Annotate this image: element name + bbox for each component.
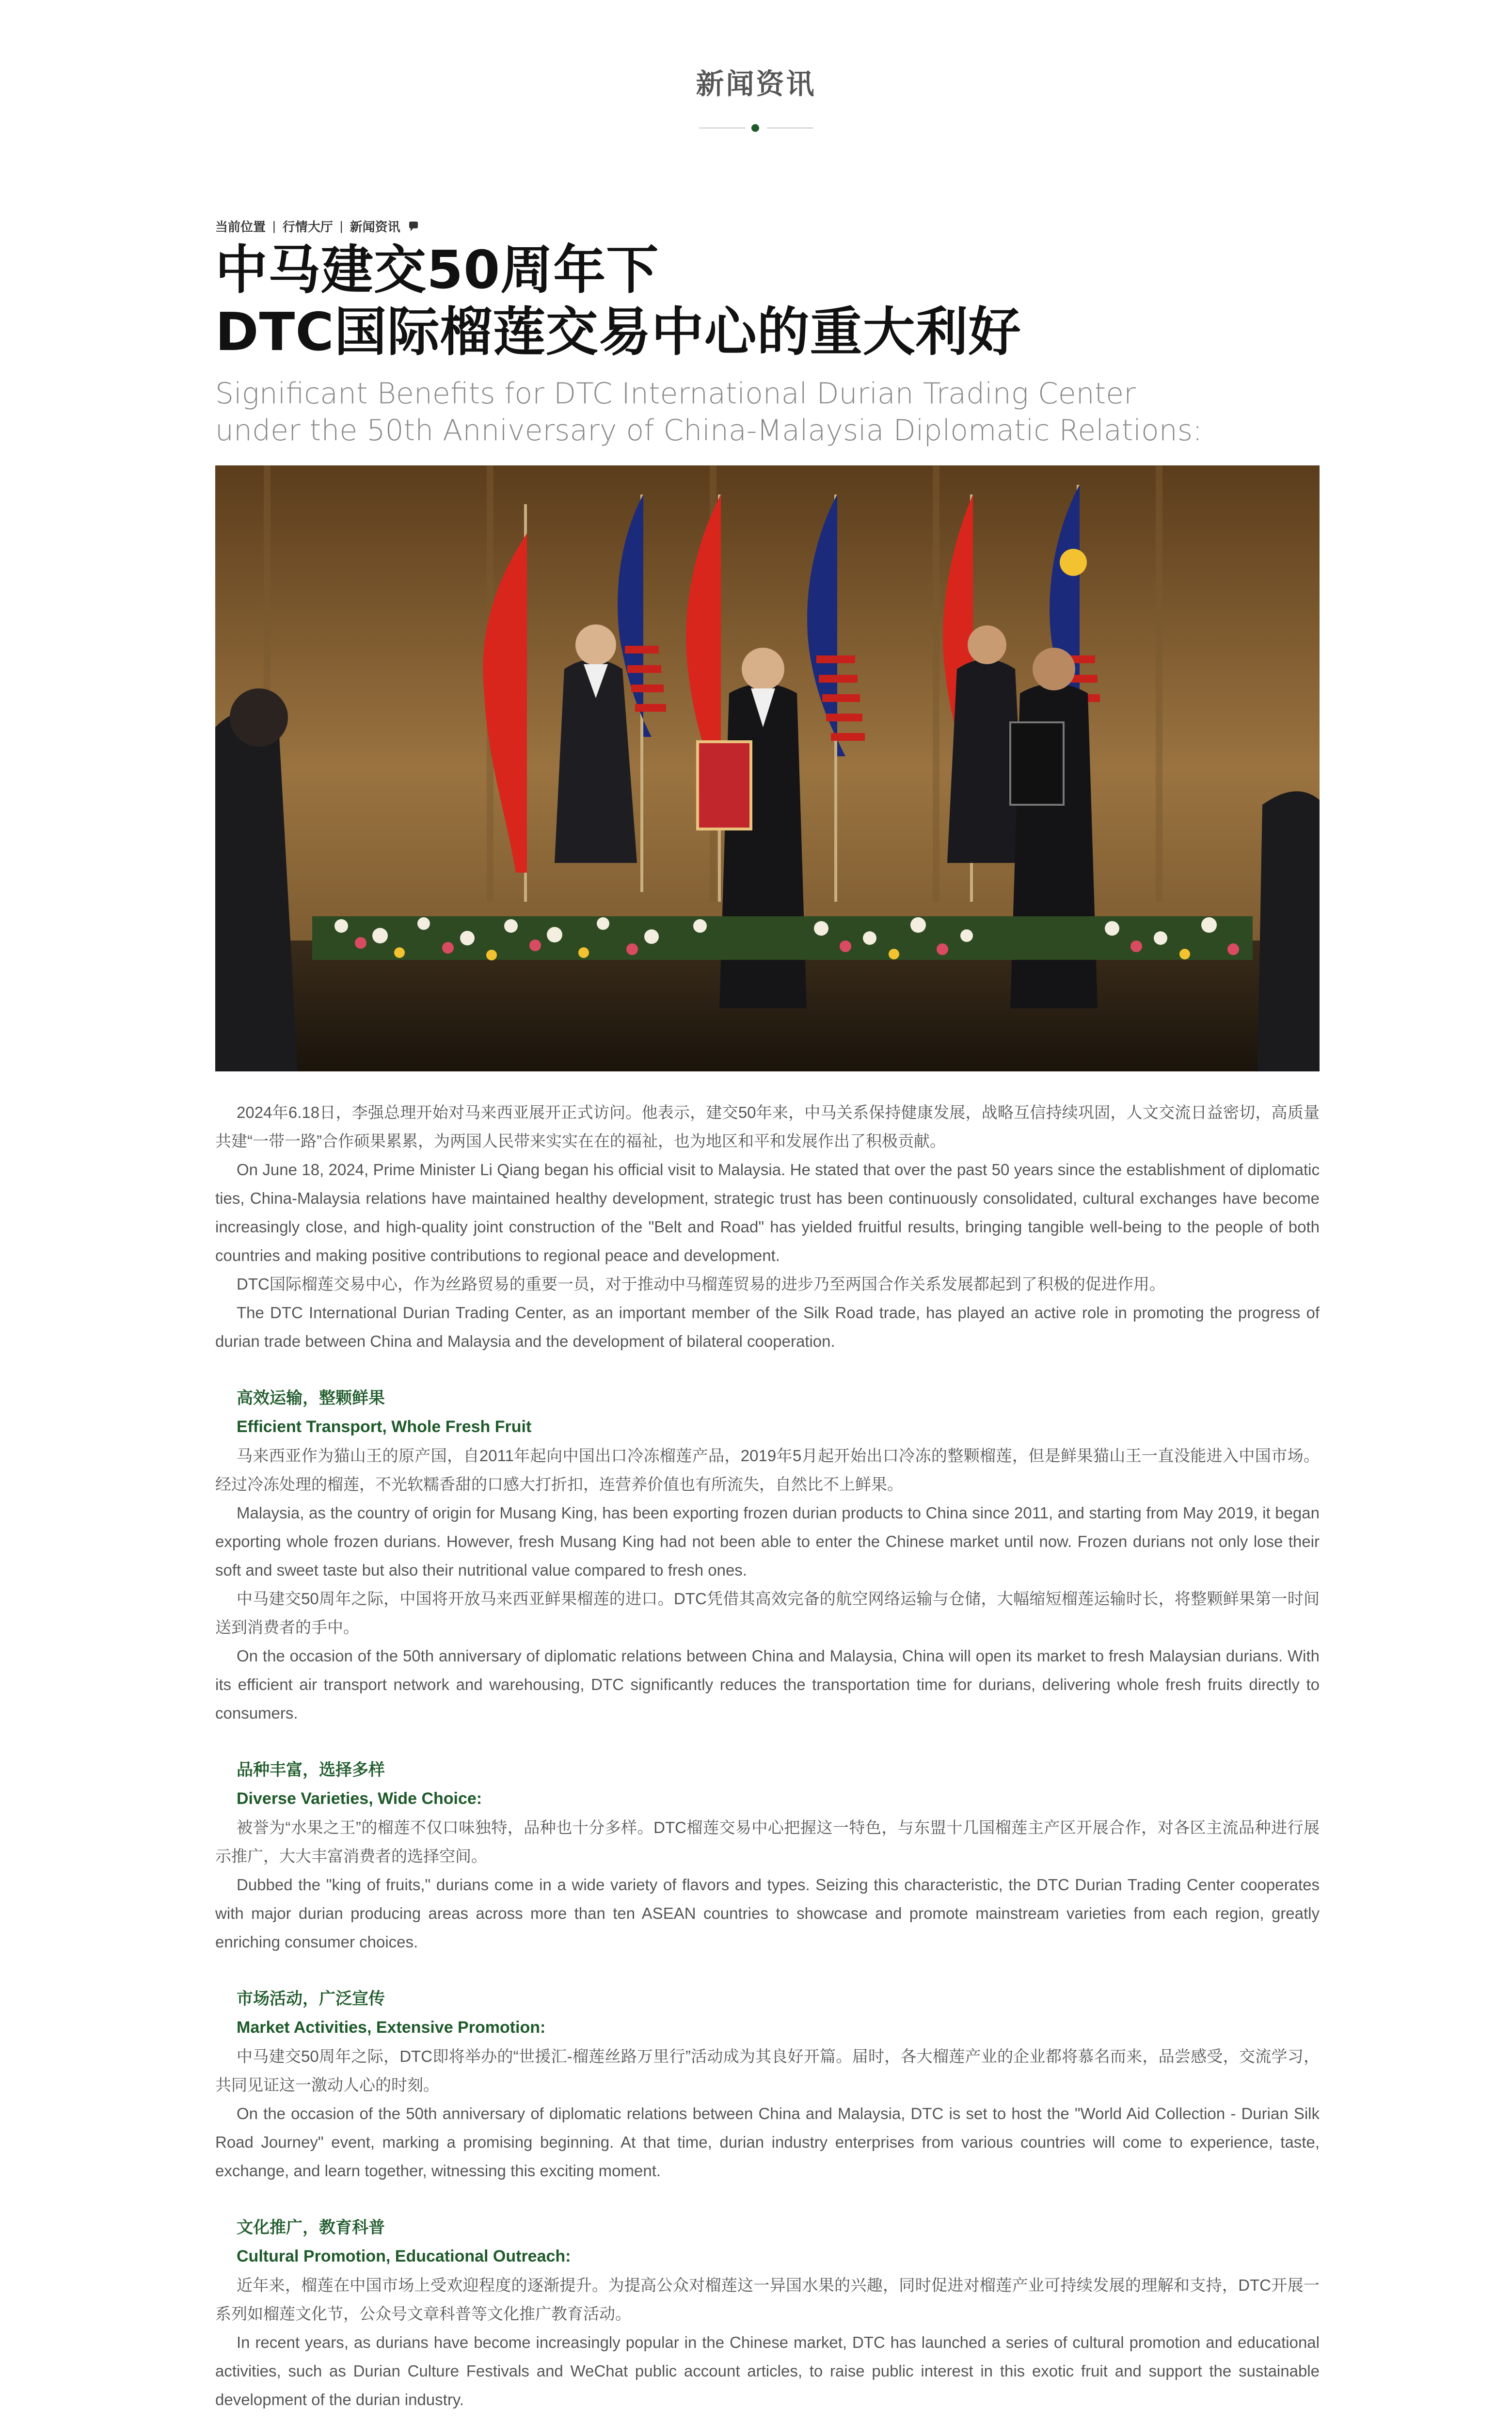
section-heading-cn: 品种丰富，选择多样 [237, 1761, 385, 1779]
section-heading-cn: 市场活动，广泛宣传 [237, 1990, 385, 2008]
section-efficient-transport [215, 1384, 1320, 1727]
section-diverse-varieties [215, 1756, 1320, 1956]
intro-paragraph: On June 18, 2024, Prime Minister Li Qiang began his official visit to Malaysia. He stated that over the past 50 years since the establishment of diplomatic ties, China-Malaysia relations have maintained healthy development, strategic trust has been continuously consolidated, cultural exchanges have become increasingly close, and high-quality joint construction of the "Belt and Road" has yielded fruitful results, bringing tangible well-being to the people of both countries and making positive contributions to regional peace and development. [215, 1161, 1320, 1264]
section-paragraph: 中马建交50周年之际，中国将开放马来西亚鲜果榴莲的进口。DTC凭借其高效完备的航空网络运输与仓储，大幅缩短榴莲运输时长，将整颗鲜果第一时间送到消费者的手中。 [215, 1590, 1320, 1636]
intro-paragraph: 2024年6.18日，李强总理开始对马来西亚展开正式访问。他表示，建交50年来，中马关系保持健康发展，战略互信持续巩固，人文交流日益密切，高质量共建“一带一路”合作硕果累累，为两国人民带来实实在在的福祉，也为地区和平和发展作出了积极贡献。 [215, 1103, 1320, 1150]
title-divider [699, 123, 813, 133]
article-title-en-line1: Significant Benefits for DTC International Durian Trading Center [215, 377, 1136, 411]
section-heading-cn: 高效运输，整颗鲜果 [237, 1389, 385, 1407]
page-header [0, 61, 1512, 133]
section-paragraph: 马来西亚作为猫山王的原产国，自2011年起向中国出口冷冻榴莲产品，2019年5月起开始出口冷冻的整颗榴莲，但是鲜果猫山王一直没能进入中国市场。经过冷冻处理的榴莲，不光软糯香甜的口感大打折扣，连营养价值也有所流失，自然比不上鲜果。 [215, 1447, 1320, 1493]
intro-paragraph: DTC国际榴莲交易中心，作为丝路贸易的重要一员，对于推动中马榴莲贸易的进步乃至两国合作关系发展都起到了积极的促进作用。 [237, 1275, 1165, 1293]
section-paragraph: 中马建交50周年之际，DTC即将举办的“世援汇-榴莲丝路万里行”活动成为其良好开篇。届时，各大榴莲产业的企业都将慕名而来，品尝感受，交流学习，共同见证这一激动人心的时刻。 [215, 2047, 1320, 2094]
breadcrumb-separator: | [339, 218, 343, 233]
breadcrumb-separator: | [272, 218, 276, 233]
comment-icon [409, 222, 418, 228]
section-heading-en: Efficient Transport, Whole Fresh Fruit [237, 1418, 532, 1436]
section-paragraph: In recent years, as durians have become increasingly popular in the Chinese market, DTC has launched a series of cultural promotion and educational activities, such as Durian Culture Festivals and WeChat public account articles, to raise public interest in this exotic fruit and support the sustainable development of the durian industry. [215, 2333, 1320, 2408]
section-paragraph: 近年来，榴莲在中国市场上受欢迎程度的逐渐提升。为提高公众对榴莲这一异国水果的兴趣，同时促进对榴莲产业可持续发展的理解和支持，DTC开展一系列如榴莲文化节，公众号文章科普等文化推广教育活动。 [215, 2276, 1320, 2323]
article-intro [215, 1098, 1320, 1356]
section-heading-en: Diverse Varieties, Wide Choice: [237, 1789, 482, 1808]
section-paragraph: Malaysia, as the country of origin for Musang King, has been exporting frozen durian products to China since 2011, and starting from May 2019, it began exporting whole frozen durians. However, fresh Musang King had not been able to enter the Chinese market until now. Frozen durians not only lose their soft and sweet taste but also their nutritional value compared to fresh ones. [215, 1504, 1320, 1579]
section-cultural-promotion [215, 2214, 1320, 2414]
section-heading-en: Market Activities, Extensive Promotion: [237, 2018, 546, 2037]
section-paragraph: Dubbed the "king of fruits," durians come in a wide variety of flavors and types. Seizing this characteristic, the DTC Durian Trading Center cooperates with major durian producing areas across more than ten ASEAN countries to showcase and promote mainstream varieties from each region, greatly enriching consumer choices. [215, 1876, 1320, 1951]
article-title-en [215, 375, 1320, 449]
article-title-cn-line2: DTC国际榴莲交易中心的重大利好 [215, 302, 1021, 363]
divider-dot [751, 124, 759, 132]
breadcrumb-current-location[interactable]: 当前位置 [215, 219, 266, 234]
section-market-activities [215, 1985, 1320, 2185]
breadcrumb [215, 216, 1320, 236]
article-body [215, 1098, 1320, 2424]
breadcrumb-news[interactable]: 新闻资讯 [350, 219, 400, 234]
section-title: 新闻资讯 [696, 67, 816, 100]
breadcrumb-market-hall[interactable]: 行情大厅 [282, 219, 333, 234]
section-paragraph: 被誉为“水果之王”的榴莲不仅口味独特，品种也十分多样。DTC榴莲交易中心把握这一特色，与东盟十几国榴莲主产区开展合作，对各区主流品种进行展示推广，大大丰富消费者的选择空间。 [215, 1818, 1320, 1865]
article-title-cn [215, 239, 1320, 364]
signing-ceremony-image [215, 465, 1320, 1071]
article-header [215, 216, 1320, 449]
section-paragraph: On the occasion of the 50th anniversary of diplomatic relations between China and Malaysia, DTC is set to host the "World Aid Collection - Durian Silk Road Journey" event, marking a promising beginning. At that time, durian industry enterprises from various countries will come to experience, taste, exchange, and learn together, witnessing this exciting moment. [215, 2105, 1320, 2180]
intro-paragraph: The DTC International Durian Trading Center, as an important member of the Silk Road trade, has played an active role in promoting the progress of durian trade between China and Malaysia and the development of bilateral cooperation. [215, 1304, 1320, 1350]
section-heading-en: Cultural Promotion, Educational Outreach: [237, 2247, 571, 2265]
article-title-en-line2: under the 50th Anniversary of China-Malaysia Diplomatic Relations: [215, 414, 1203, 447]
article-photo [215, 465, 1320, 1071]
section-paragraph: On the occasion of the 50th anniversary of diplomatic relations between China and Malaysia, China will open its market to fresh Malaysian durians. With its efficient air transport network and warehousing, DTC significantly reduces the transportation time for durians, delivering whole fresh fruits directly to consumers. [215, 1647, 1320, 1722]
article-title-cn-line1: 中马建交50周年下 [215, 240, 659, 301]
section-heading-cn: 文化推广，教育科普 [237, 2218, 385, 2237]
